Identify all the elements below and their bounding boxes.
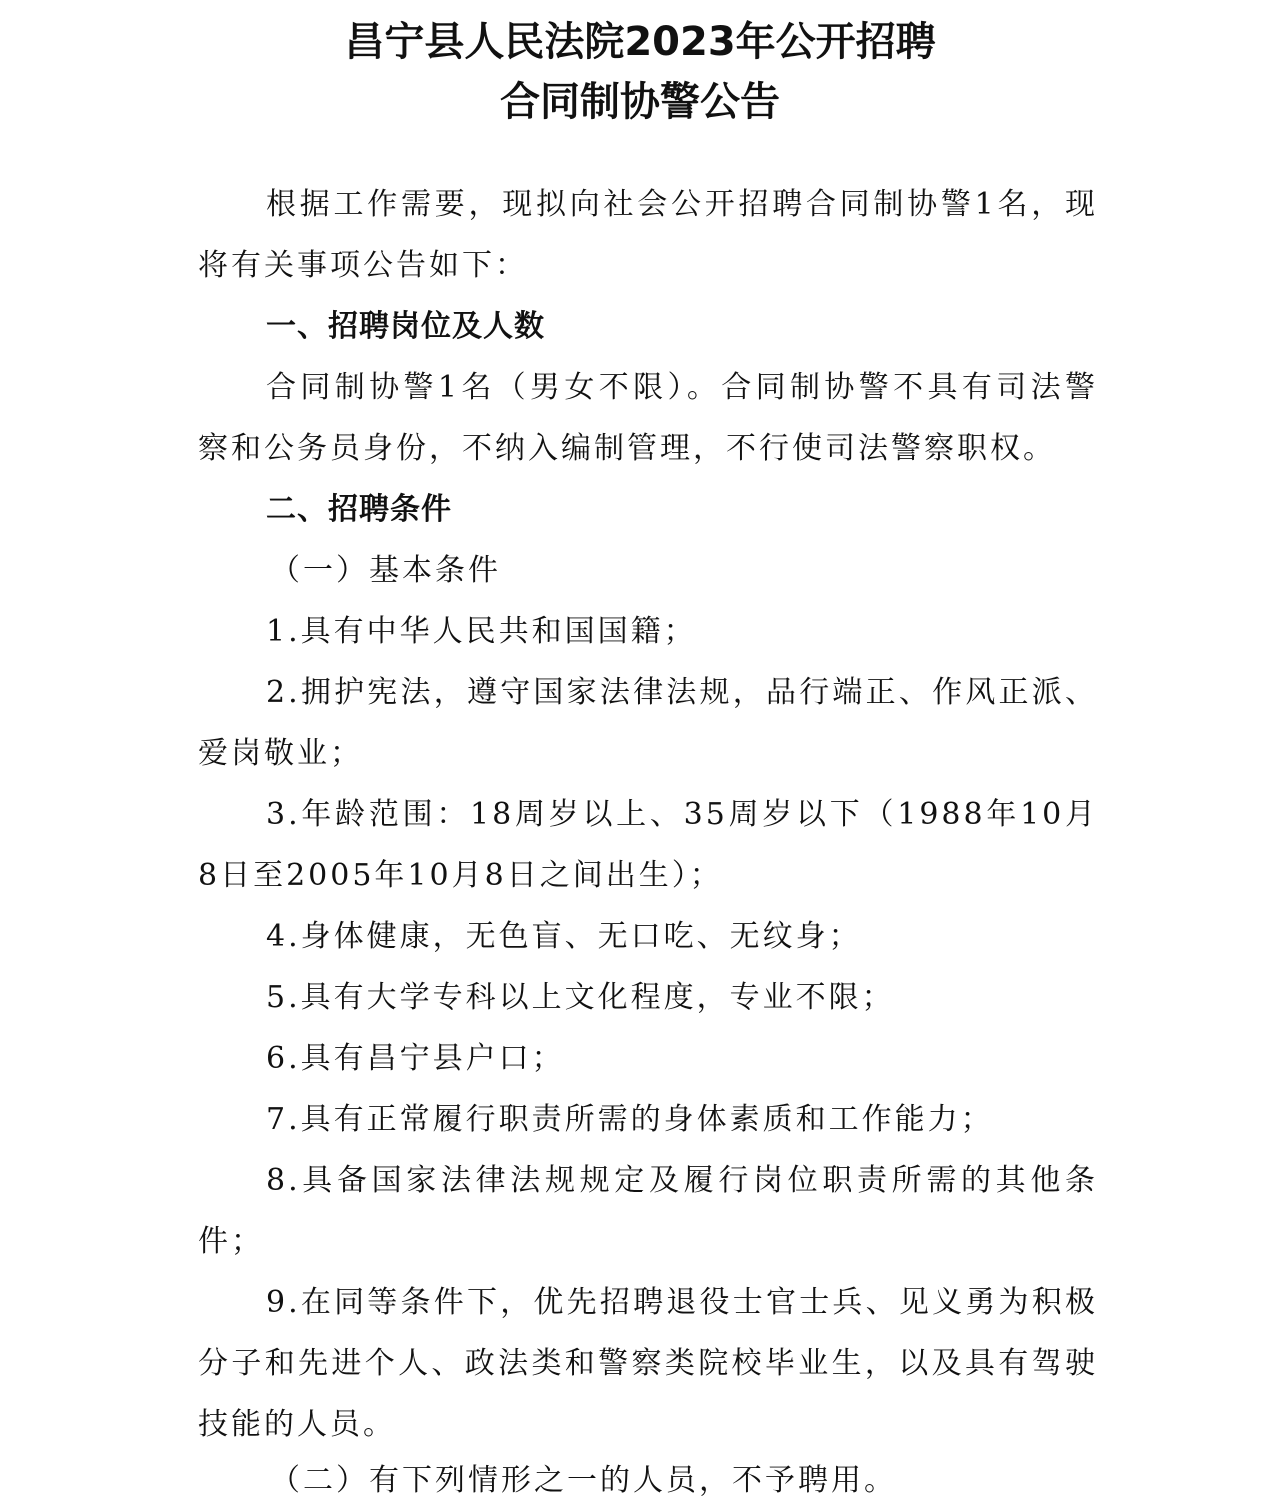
condition-item-2: 2.拥护宪法，遵守国家法律法规，品行端正、作风正派、爱岗敬业； (198, 675, 1098, 771)
section-1-heading: 一、招聘岗位及人数 (266, 309, 545, 344)
section-2-sub-1-heading: （一）基本条件 (270, 553, 501, 588)
section-2-sub-2-heading: （二）有下列情形之一的人员，不予聘用。 (270, 1463, 897, 1498)
document-title-line-1: 昌宁县人民法院2023年公开招聘 (344, 19, 936, 65)
condition-item-8: 8.具备国家法律法规规定及履行岗位职责所需的其他条件； (198, 1163, 1098, 1259)
document-title-line-2: 合同制协警公告 (500, 79, 780, 125)
condition-item-3: 3.年龄范围：18周岁以上、35周岁以下（1988年10月8日至2005年10月8日之间出生）； (198, 797, 1098, 893)
condition-item-7: 7.具有正常履行职责所需的身体素质和工作能力； (266, 1102, 994, 1137)
section-1-paragraph: 合同制协警1名（男女不限）。合同制协警不具有司法警察和公务员身份，不纳入编制管理，不行使司法警察职权。 (198, 370, 1098, 466)
condition-item-1: 1.具有中华人民共和国国籍； (266, 614, 697, 649)
intro-paragraph: 根据工作需要，现拟向社会公开招聘合同制协警1名，现将有关事项公告如下： (198, 187, 1098, 283)
section-2-heading: 二、招聘条件 (266, 492, 452, 527)
condition-item-9: 9.在同等条件下，优先招聘退役士官士兵、见义勇为积极分子和先进个人、政法类和警察类院校毕业生，以及具有驾驶技能的人员。 (198, 1285, 1098, 1442)
condition-item-4: 4.身体健康，无色盲、无口吃、无纹身； (266, 919, 862, 954)
condition-item-5: 5.具有大学专科以上文化程度，专业不限； (266, 980, 895, 1015)
condition-item-6: 6.具有昌宁县户口； (266, 1041, 565, 1076)
